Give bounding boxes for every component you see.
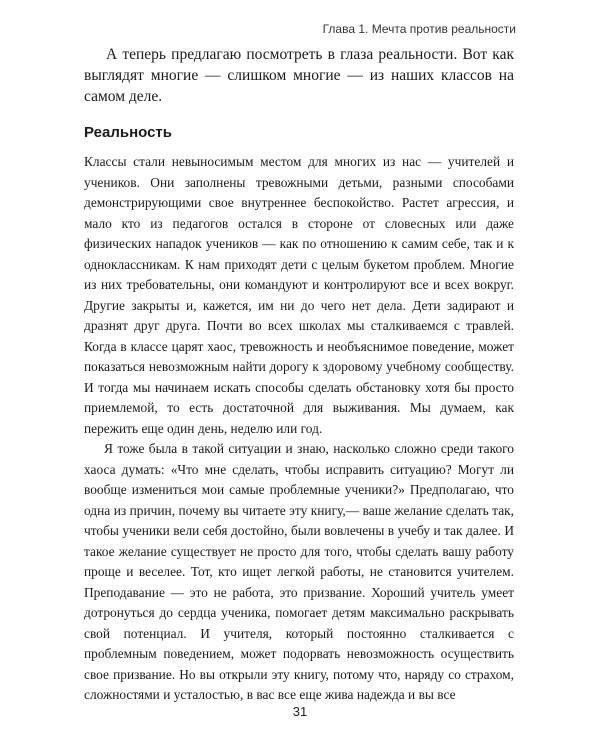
page-number: 31 [292,704,308,719]
section-heading: Реальность [84,124,173,141]
paragraph: Я тоже была в такой ситуации и знаю, насколько сложно среди такого хаоса думать: «Что мне сделать, чтобы исправить ситуацию? Могут ли вообще измениться мои самые проблемные ученики?» Предполагаю, что одна из причин, почему вы читаете эту книгу,— ваше желание сделать так, чтобы ученики вели себя достойно, были вовлечены в учебу и так далее. И такое желание существует не просто для того, чтобы сделать вашу работу проще и веселее. Тот, кто ищет легкой работы, не становится учителем. Преподавание — это не работа, это призвание. Хороший учитель умеет дотронуться до сердца ученика, помогает детям максимально раскрывать свой потенциал. И учителя, который постоянно сталкивается с проблемным поведением, может подорвать невозможность осуществить свое призвание. Но вы открыли эту книгу, потому что, наряду со страхом, сложностями и усталостью, в вас все еще жива надежда и вы все [84,441,514,702]
intro-block [84,44,514,107]
intro-paragraph: А теперь предлагаю посмотреть в глаза реальности. Вот как выглядят многие — слишком многие — из наших классов на самом деле. [84,46,514,105]
body-text [84,152,514,706]
paragraph: Классы стали невыносимым местом для многих из нас — учителей и учеников. Они заполнены тревожными детьми, разными способами демонстрирующими свое внутреннее беспокойство. Растет агрессия, и мало кто из педагогов остался в стороне от словесных или даже физических нападок учеников — как по отношению к самим себе, так и к одноклассникам. К нам приходят дети с целым букетом проблем. Многие из них требовательны, они командуют и контролируют все и всех вокруг. Другие закрыты и, кажется, им ни до чего нет дела. Дети задирают и дразнят друг друга. Почти во всех школах мы сталкиваемся с травлей. Когда в классе царят хаос, тревожность и необъяснимое поведение, может показаться невозможным найти дорогу к здоровому учебному сообществу. И тогда мы начинаем искать способы сделать обстановку хотя бы просто приемлемой, то есть достаточной для выживания. Мы думаем, как пережить еще один день, неделю или год. [84,154,514,436]
running-header: Глава 1. Мечта против реальности [322,22,516,36]
